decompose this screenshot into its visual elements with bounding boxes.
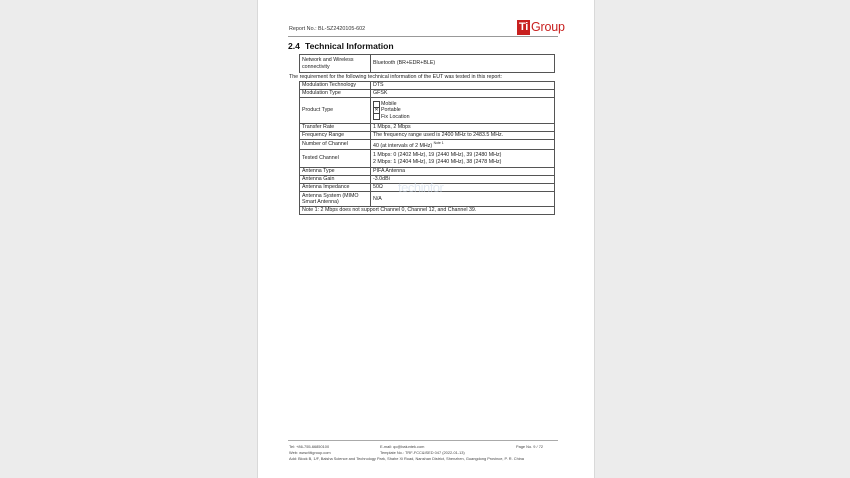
option-label: Portable	[381, 107, 401, 114]
product-type-options	[371, 98, 555, 124]
tested-channel-cell	[371, 150, 555, 168]
number-of-channel-label: Number of Channel	[300, 140, 371, 150]
table-row	[300, 90, 555, 98]
option-label: Fix Location	[381, 113, 410, 120]
table-row	[300, 132, 555, 140]
header-divider	[288, 36, 558, 37]
antenna-gain-value: -3.0dBi	[371, 176, 555, 184]
footer-contact	[289, 444, 331, 456]
frequency-range-label: Frequency Range	[300, 132, 371, 140]
modulation-type-label: Modulation Type	[300, 90, 371, 98]
footer-meta	[380, 444, 465, 456]
table-row	[300, 82, 555, 90]
section-heading	[288, 41, 394, 51]
tested-channel-label: Tested Channel	[300, 150, 371, 168]
table-row	[300, 207, 555, 215]
tested-channel-line-2mbps: 2 Mbps: 1 (2404 MHz), 19 (2440 MHz), 38 (2478 MHz)	[373, 158, 502, 165]
footer-template: Template No.: TRF-FCC&ISED 047 (2022-01-13)	[380, 450, 465, 455]
technical-info-table	[299, 81, 555, 215]
network-value: Bluetooth (BR+EDR+BLE)	[371, 55, 555, 73]
tested-channel-line-1mbps: 1 Mbps: 0 (2402 MHz), 19 (2440 MHz), 39 (2480 MHz)	[373, 152, 502, 159]
antenna-system-label: Antenna System (MIMO Smart Antenna)	[300, 192, 371, 207]
antenna-system-value: N/A	[371, 192, 555, 207]
table-row	[300, 168, 555, 176]
logo-ti: Ti	[519, 20, 528, 33]
number-of-channel-value: 40 (at intervals of 2 MHz)	[373, 142, 433, 149]
network-label: Network and Wireless connectivity	[300, 55, 371, 73]
footer-address: Add: Block B, 1/F, Baisha Science and Technology Park, Shahe Xi Road, Nanshan District, Shenzhen, Guangdong Province, P. R. China	[289, 456, 524, 461]
logo-group: Group	[530, 19, 565, 34]
table-row	[300, 150, 555, 168]
section-number: 2.4	[288, 41, 300, 51]
modulation-type-value: GFSK	[371, 90, 555, 98]
antenna-type-value: PIFA Antenna	[371, 168, 555, 176]
transfer-rate-label: Transfer Rate	[300, 124, 371, 132]
report-number: Report No.: BL-SZ2420105-602	[289, 26, 366, 32]
note-reference: Note 1	[433, 141, 444, 145]
frequency-range-value: The frequency range used is 2400 MHz to 2483.5 MHz.	[371, 132, 555, 140]
table-row	[300, 124, 555, 132]
table-note: Note 1: 2 Mbps does not support Channel 0, Channel 12, and Channel 39.	[300, 207, 555, 215]
number-of-channel-cell	[371, 140, 555, 150]
transfer-rate-value: 1 Mbps, 2 Mbps	[371, 124, 555, 132]
table-row	[300, 55, 555, 73]
antenna-impedance-label: Antenna Impedance	[300, 184, 371, 192]
report-page	[257, 0, 595, 478]
table-row	[300, 98, 555, 124]
watermark: techinfor	[398, 180, 444, 195]
footer-page-number: Page No. 9 / 72	[516, 444, 544, 449]
footer-divider	[288, 440, 558, 441]
modulation-technology-label: Modulation Technology	[300, 82, 371, 90]
tigroup-logo	[517, 18, 565, 36]
checkbox-checked-icon: ✕	[374, 107, 379, 113]
section-title: Technical Information	[304, 41, 394, 51]
product-option-fix-location	[373, 114, 552, 120]
antenna-impedance-value: 50Ω	[371, 184, 555, 192]
footer-web: Web: www.titigroup.com	[289, 450, 331, 455]
modulation-technology-value: DTS	[371, 82, 555, 90]
network-table	[299, 54, 555, 73]
option-label: Mobile	[381, 100, 397, 107]
antenna-type-label: Antenna Type	[300, 168, 371, 176]
product-type-label: Product Type	[300, 98, 371, 124]
checkbox-empty-icon	[373, 113, 380, 120]
footer-tel: Tel: +86-755-66850100	[289, 444, 330, 449]
footer-email: E-mail: qc@baluntek.com	[380, 444, 425, 449]
table-row	[300, 140, 555, 150]
antenna-gain-label: Antenna Gain	[300, 176, 371, 184]
intro-text: The requirement for the following technical information of the EUT was tested in this report:	[289, 74, 503, 80]
